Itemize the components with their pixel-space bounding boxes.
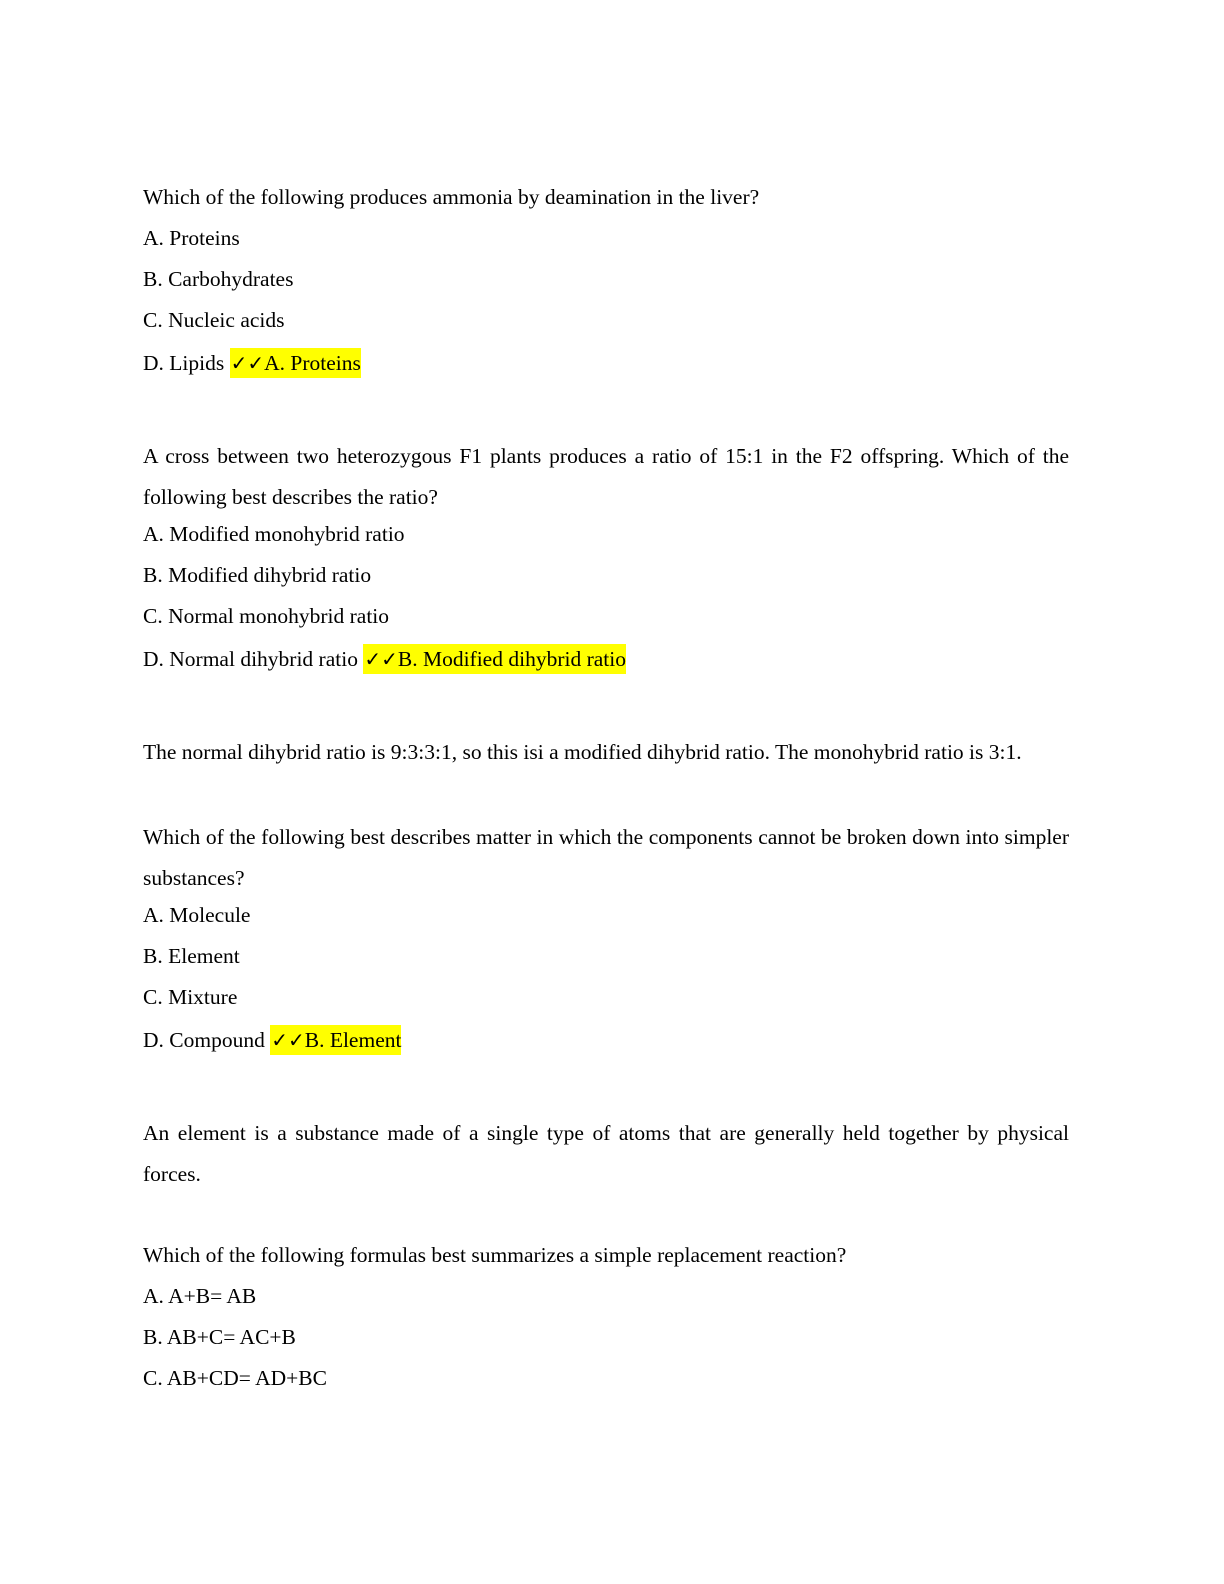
spacer [143, 773, 1069, 817]
question-text: A cross between two heterozygous F1 plants produces a ratio of 15:1 in the F2 offspring. Which of the following best describes the ratio? [143, 444, 1069, 509]
option-c: C. AB+CD= AD+BC [143, 1366, 327, 1390]
answer-text: B. Element [304, 1028, 402, 1052]
option-c: C. Nucleic acids [143, 308, 285, 332]
option-c: C. Normal monohybrid ratio [143, 604, 390, 628]
answer-highlight [270, 1025, 401, 1055]
option-a: A. Molecule [143, 903, 251, 927]
double-check-icon: ✓✓ [364, 647, 398, 671]
answer-highlight [363, 644, 626, 674]
question-text: Which of the following formulas best summarizes a simple replacement reaction? [143, 1243, 847, 1267]
question-text: Which of the following best describes matter in which the components cannot be broken down into simpler substances? [143, 825, 1069, 890]
answer-text: B. Modified dihybrid ratio [397, 647, 626, 671]
question-text: Which of the following produces ammonia by deamination in the liver? [143, 185, 760, 209]
option-d-with-answer [143, 345, 1069, 392]
option-a: A. A+B= AB [143, 1284, 257, 1308]
spacer [143, 688, 1069, 732]
option-d-with-answer [143, 641, 1069, 688]
spacer [143, 1069, 1069, 1113]
option-b: B. AB+C= AC+B [143, 1325, 296, 1349]
option-a: A. Modified monohybrid ratio [143, 522, 405, 546]
double-check-icon: ✓✓ [230, 351, 265, 375]
explanation-text: The normal dihybrid ratio is 9:3:3:1, so this isi a modified dihybrid ratio. The monohybrid ratio is 3:1. [143, 740, 1022, 764]
document-page [143, 181, 1069, 1403]
question-block [143, 436, 1069, 688]
spacer [143, 392, 1069, 436]
answer-text: A. Proteins [264, 351, 361, 375]
option-d: D. Lipids [143, 351, 225, 375]
double-check-icon: ✓✓ [271, 1028, 305, 1052]
option-d: D. Normal dihybrid ratio [143, 647, 358, 671]
option-b: B. Modified dihybrid ratio [143, 563, 372, 587]
question-block [143, 181, 1069, 392]
explanation-text: An element is a substance made of a single type of atoms that are generally held together by physical forces. [143, 1121, 1069, 1186]
option-c: C. Mixture [143, 985, 238, 1009]
answer-highlight [230, 348, 361, 378]
question-block [143, 817, 1069, 1069]
spacer [143, 1195, 1069, 1239]
option-b: B. Carbohydrates [143, 267, 294, 291]
option-d: D. Compound [143, 1028, 265, 1052]
option-d-with-answer [143, 1022, 1069, 1069]
question-block [143, 1239, 1069, 1403]
option-b: B. Element [143, 944, 240, 968]
option-a: A. Proteins [143, 226, 240, 250]
